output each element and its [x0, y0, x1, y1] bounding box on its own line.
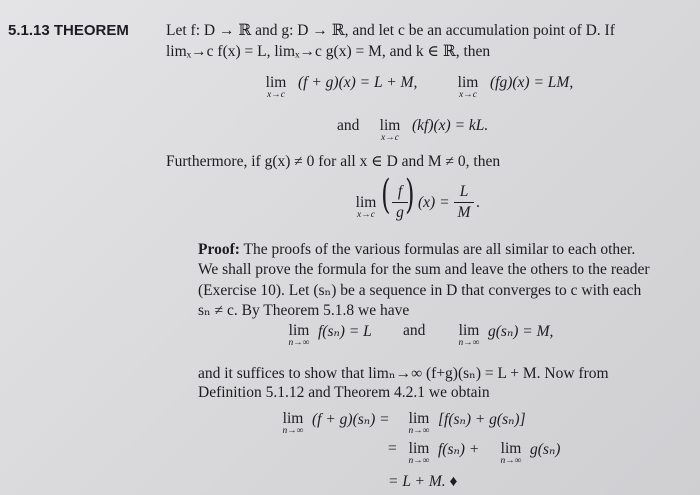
limit-operator: lim n→∞ — [458, 322, 480, 348]
proof-line-5: and it suffices to show that limₙ→∞ (f+g)(sₙ) = L + M. Now from — [198, 365, 609, 382]
equation-f-limit: f(sₙ) = L — [318, 323, 372, 340]
proof-label: Proof: — [198, 241, 240, 258]
equation-result: = L + M. ♦ — [388, 473, 458, 490]
proof-line-6: Definition 5.1.12 and Theorem 4.2.1 we obtain — [198, 384, 490, 401]
equation-and: and — [337, 117, 360, 134]
limit-operator: lim n→∞ — [500, 440, 522, 466]
proof-line-3: (Exercise 10). Let (sₙ) be a sequence in D that converges to c with each — [198, 282, 642, 299]
equation-sum: (f + g)(x) = L + M, — [298, 74, 418, 91]
proof-line-4: sₙ ≠ c. By Theorem 5.1.8 we have — [198, 302, 410, 319]
quotient-argument: (x) = — [418, 194, 450, 211]
equation-sum-sequence: (f + g)(sₙ) = — [312, 411, 390, 428]
equation-equals: = — [388, 440, 397, 457]
theorem-line-2: limₓ→c f(x) = L, limₓ→c g(x) = M, and k ∈ ℝ, then — [166, 43, 491, 60]
limit-operator: lim n→∞ — [282, 410, 304, 436]
limit-operator: lim x→c — [457, 74, 479, 100]
equation-g-limit: g(sₙ) = M, — [488, 323, 554, 340]
left-paren: ( — [381, 172, 391, 218]
equation-product: (fg)(x) = LM, — [490, 74, 574, 91]
limit-operator: lim x→c — [379, 117, 401, 143]
proof-line-2: We shall prove the formula for the sum and leave the others to the reader — [198, 261, 650, 278]
theorem-number: 5.1.13 THEOREM — [8, 22, 129, 39]
equation-and: and — [403, 322, 426, 339]
equation-scalar: (kf)(x) = kL. — [412, 117, 489, 134]
limit-operator: lim x→c — [265, 74, 287, 100]
equation-sum-split: [f(sₙ) + g(sₙ)] — [438, 411, 526, 428]
limit-operator: lim n→∞ — [408, 410, 430, 436]
furthermore-text: Furthermore, if g(x) ≠ 0 for all x ∈ D and M ≠ 0, then — [166, 153, 501, 170]
fraction-f-over-g: f g — [392, 183, 408, 222]
equation-f-term: f(sₙ) + — [438, 441, 480, 458]
right-paren: ) — [405, 172, 415, 218]
limit-operator: lim n→∞ — [288, 322, 310, 348]
fraction-l-over-m: L M — [454, 183, 474, 222]
limit-operator: lim x→c — [355, 194, 377, 220]
limit-operator: lim n→∞ — [408, 440, 430, 466]
proof-line-1 — [198, 241, 635, 259]
equation-g-term: g(sₙ) — [530, 441, 561, 458]
proof-text: The proofs of the various formulas are all similar to each other. — [243, 241, 636, 258]
theorem-line-1: Let f: D → ℝ and g: D → ℝ, and let c be an accumulation point of D. If — [166, 22, 615, 39]
quotient-period: . — [476, 194, 480, 211]
